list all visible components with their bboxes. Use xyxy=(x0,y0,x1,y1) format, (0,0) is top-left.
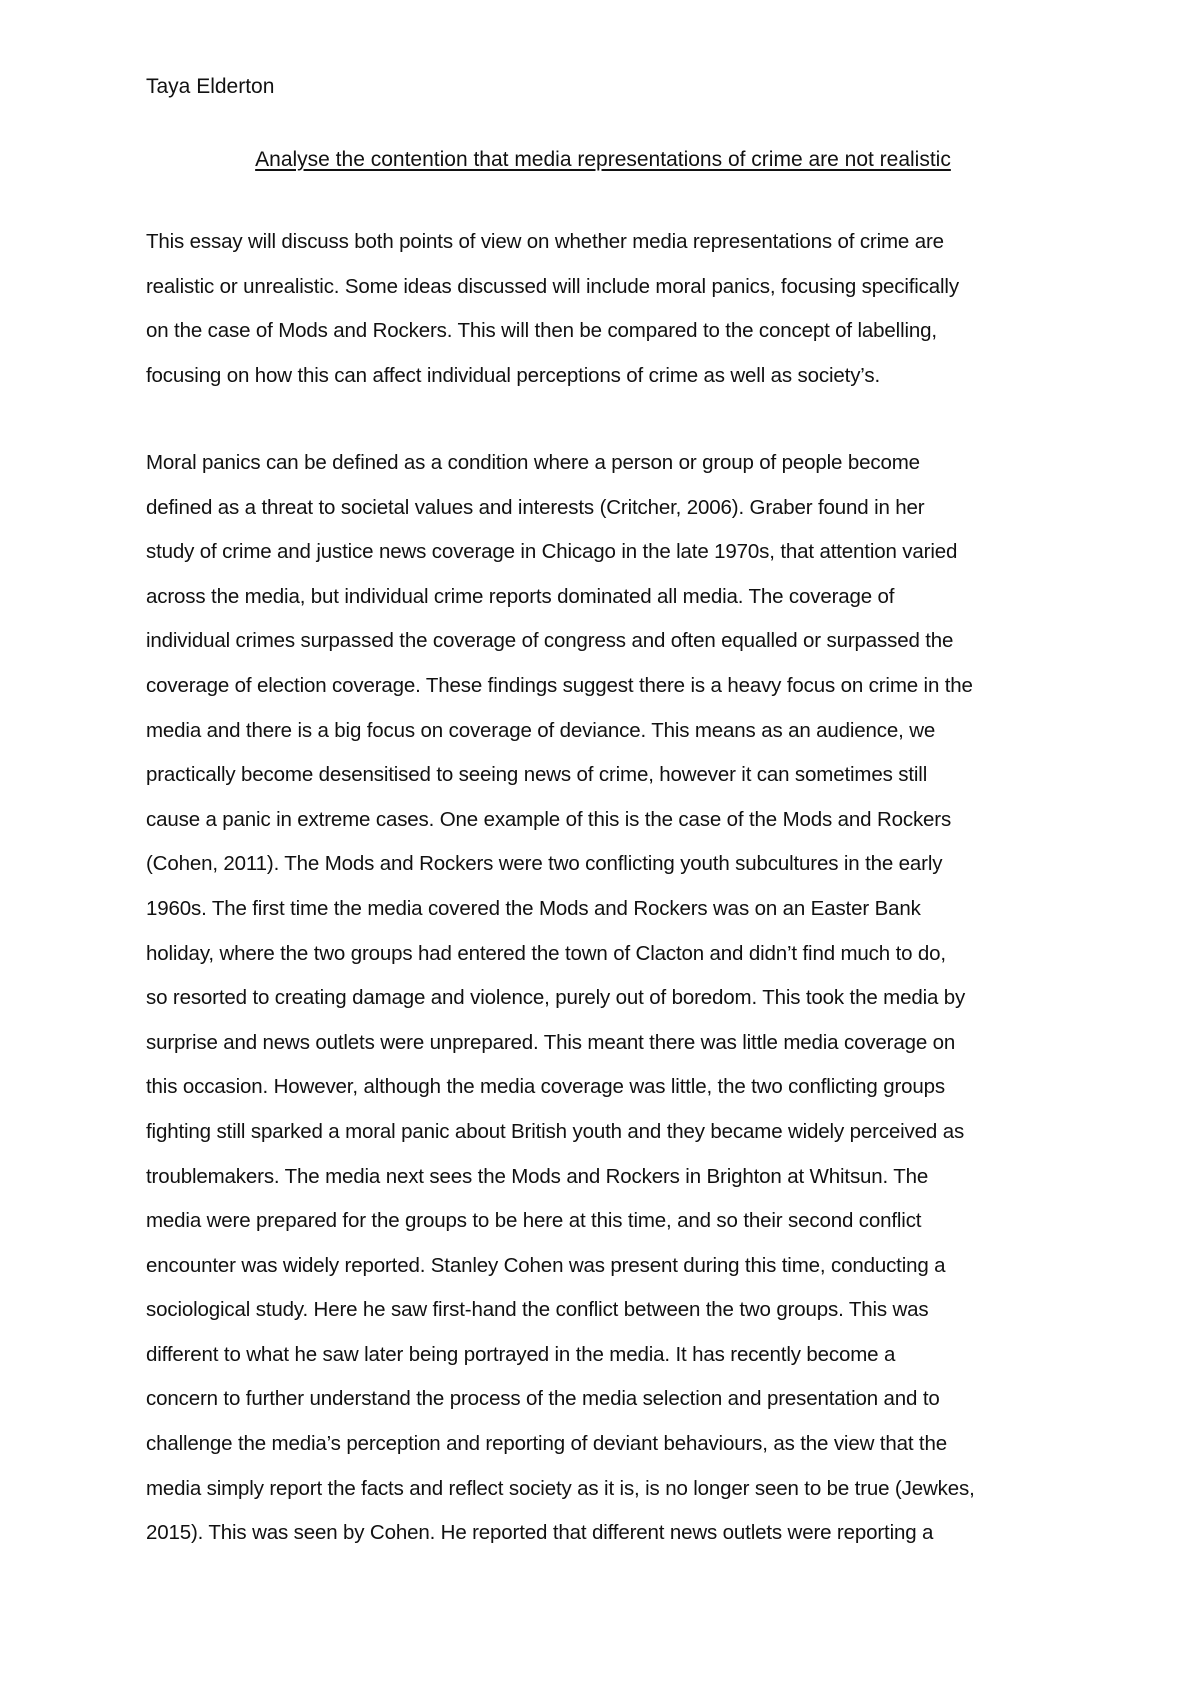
text-line: media were prepared for the groups to be here at this time, and so their second conflict xyxy=(146,1209,922,1233)
text-line: focusing on how this can affect individual perceptions of crime as well as society’s. xyxy=(146,363,880,387)
text-line: this occasion. However, although the media coverage was little, the two conflicting groups xyxy=(146,1075,945,1099)
text-line: different to what he saw later being portrayed in the media. It has recently become a xyxy=(146,1342,896,1366)
text-line: encounter was widely reported. Stanley Cohen was present during this time, conducting a xyxy=(146,1253,946,1277)
text-line: defined as a threat to societal values and interests (Critcher, 2006). Graber found in her xyxy=(146,495,925,519)
text-line: realistic or unrealistic. Some ideas discussed will include moral panics, focusing specifically xyxy=(146,274,959,298)
text-line: cause a panic in extreme cases. One example of this is the case of the Mods and Rockers xyxy=(146,807,952,831)
paragraph-moral-panics xyxy=(146,441,1076,1556)
text-line: media and there is a big focus on coverage of deviance. This means as an audience, we xyxy=(146,718,936,742)
text-line: sociological study. Here he saw first-hand the conflict between the two groups. This was xyxy=(146,1298,929,1322)
text-line: (Cohen, 2011). The Mods and Rockers were two conflicting youth subcultures in the early xyxy=(146,852,943,876)
paragraph-intro xyxy=(146,220,1076,398)
author-name: Taya Elderton xyxy=(146,75,275,98)
text-line: across the media, but individual crime reports dominated all media. The coverage of xyxy=(146,584,895,608)
text-line: on the case of Mods and Rockers. This will then be compared to the concept of labelling, xyxy=(146,319,937,343)
text-line: challenge the media’s perception and reporting of deviant behaviours, as the view that the xyxy=(146,1432,947,1456)
text-line: Moral panics can be defined as a condition where a person or group of people become xyxy=(146,451,920,474)
text-line: concern to further understand the process of the media selection and presentation and to xyxy=(146,1387,940,1411)
text-line: surprise and news outlets were unprepared. This meant there was little media coverage on xyxy=(146,1030,956,1054)
text-line: holiday, where the two groups had entered the town of Clacton and didn’t find much to do, xyxy=(146,941,946,965)
text-line: study of crime and justice news coverage in Chicago in the late 1970s, that attention varied xyxy=(146,540,958,564)
text-line: practically become desensitised to seeing news of crime, however it can sometimes still xyxy=(146,763,928,787)
text-line: fighting still sparked a moral panic about British youth and they became widely perceived as xyxy=(146,1119,965,1143)
text-line: This essay will discuss both points of view on whether media representations of crime are xyxy=(146,230,944,253)
text-line: individual crimes surpassed the coverage of congress and often equalled or surpassed the xyxy=(146,629,954,653)
text-line: so resorted to creating damage and violence, purely out of boredom. This took the media by xyxy=(146,986,966,1010)
text-line: coverage of election coverage. These findings suggest there is a heavy focus on crime in the xyxy=(146,673,973,697)
text-line: 2015). This was seen by Cohen. He reported that different news outlets were reporting a xyxy=(146,1521,934,1545)
text-line: troublemakers. The media next sees the Mods and Rockers in Brighton at Whitsun. The xyxy=(146,1164,929,1188)
text-line: 1960s. The first time the media covered the Mods and Rockers was on an Easter Bank xyxy=(146,896,921,920)
essay-title: Analyse the contention that media representations of crime are not realistic xyxy=(255,148,951,171)
text-line: media simply report the facts and reflect society as it is, is no longer seen to be true (Jewkes, xyxy=(146,1476,975,1500)
